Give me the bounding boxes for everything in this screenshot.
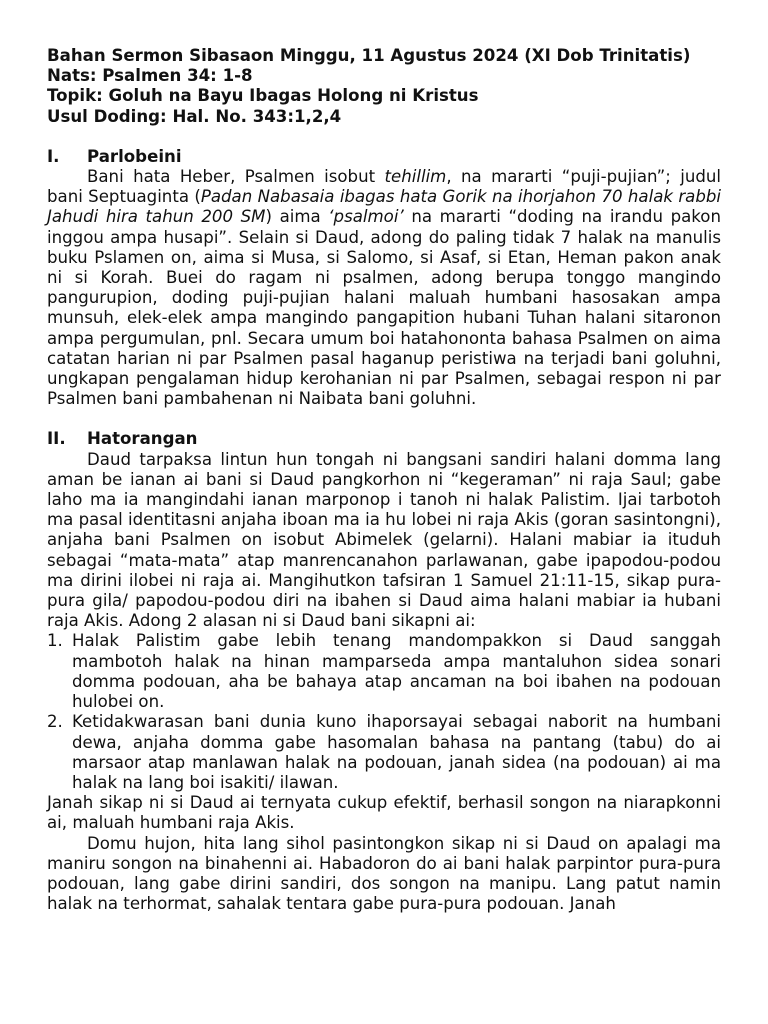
list-item (47, 712, 721, 793)
section-heading-hatorangan (47, 429, 721, 449)
italic-phrase: Padan Nabasaia ibagas hata Gorik na ihorjahon 70 halak rabbi Jahudi hira tahun 200 SM (47, 187, 722, 227)
header-song: Usul Doding: Hal. No. 343:1,2,4 (47, 106, 342, 126)
reasons-list (47, 631, 721, 793)
text-run: na mararti “doding na irandu pakon inggou ampa husapi”. Selain si Daud, adong do paling tidak 7 halak na manulis buku Pslamen on, aima si Musa, si Salomo, si Asaf, si Etan, Heman pakon anak ni si Korah. Buei do ragam ni psalmen, adong berupa tonggo mangindo pangurupion, doding puji-pujian halani maluah humbani hasosakan ampa munsuh, elek-elek ampa mangindo pangapition hubani Tuhan halani sitaronon ampa pergumulan, pnl. Secara umum boi hatahononta bahasa Psalmen on aima catatan harian ni par Psalmen pasal haganup peristiwa na terjadi bani goluhni, ungkapan pengalaman hidup kerohanian ni par Psalmen, sebagai respon ni par Psalmen bani pambahenan ni Naibata bani goluhni. (47, 207, 721, 409)
text-run: Bani hata Heber, Psalmen isobut (87, 167, 385, 187)
list-item (47, 631, 721, 712)
list-text: Halak Palistim gabe lebih tenang mandompakkon si Daud sanggah mambotoh halak na hinan mamparseda ampa mantaluhon sidea sonari domma podouan, aha be bahaya atap ancaman na boi ibahen na podouan hulobei on. (72, 631, 721, 712)
paragraph-hatorangan-3: Domu hujon, hita lang sihol pasintongkon sikap ni si Daud on apalagi ma maniru songon na binahenni ai. Habadoron do ai bani halak parpintor pura-pura podouan, lang gabe dirini sandiri, dos songon na manipu. Lang patut namin halak na terhormat, sahalak tentara gabe pura-pura podouan. Janah (47, 833, 721, 914)
paragraph-hatorangan-2: Janah sikap ni si Daud ai ternyata cukup efektif, berhasil songon na niarapkonni ai, maluah humbani raja Akis. (47, 793, 721, 833)
section-heading-parlobeini (47, 147, 721, 167)
paragraph-parlobeini (47, 167, 721, 409)
paragraph-hatorangan-1: Daud tarpaksa lintun hun tongah ni bangsani sandiri halani domma lang aman be ianan ai bani si Daud pangkorhon ni “kegeraman” ni raja Saul; gabe laho ma ia mangindahi ianan marponop i tanoh ni halak Palistim. Ijai tarbotoh ma pasal identitasni anjaha iboan ma ia hu lobei ni raja Akis (goran sasintongni), anjaha bani Psalmen on isobut Abimelek (gelarni). Halani mabiar ia ituduh sebagai “mata-mata” atap manrencanahon parlawanan, gabe ipapodou-podou ma dirini ilobei ni raja ai. Mangihutkon tafsiran 1 Samuel 21:11-15, sikap pura-pura gila/ papodou-podou diri na ibahen si Daud aima halani mabiar ia hubani raja Akis. Adong 2 alasan ni si Daud bani sikapni ai: (47, 449, 721, 631)
document-page (47, 46, 721, 914)
header-topic: Topik: Goluh na Bayu Ibagas Holong ni Kristus (47, 86, 479, 106)
italic-term: ‘psalmoi’ (328, 207, 404, 227)
section-number: II. (47, 429, 66, 449)
italic-term: tehillim (384, 167, 447, 187)
list-number: 1. (47, 631, 63, 651)
header-nats: Nats: Psalmen 34: 1-8 (47, 66, 253, 86)
text-run: ) aima (265, 207, 329, 227)
section-title: Parlobeini (87, 146, 182, 166)
header-title: Bahan Sermon Sibasaon Minggu, 11 Agustus 2024 (XI Dob Trinitatis) (47, 46, 691, 65)
list-number: 2. (47, 712, 63, 732)
list-text: Ketidakwarasan bani dunia kuno ihaporsayai sebagai naborit na humbani dewa, anjaha domma gabe hasomalan bahasa na pantang (tabu) do ai marsaor atap manlawan halak na podouan, janah sidea (na podouan) ai ma halak na lang boi isakiti/ ilawan. (72, 712, 721, 792)
text-run: , na mararti “puji-pujian”; judul bani Septuaginta ( (47, 167, 721, 207)
section-title: Hatorangan (87, 429, 198, 449)
section-number: I. (47, 146, 60, 166)
